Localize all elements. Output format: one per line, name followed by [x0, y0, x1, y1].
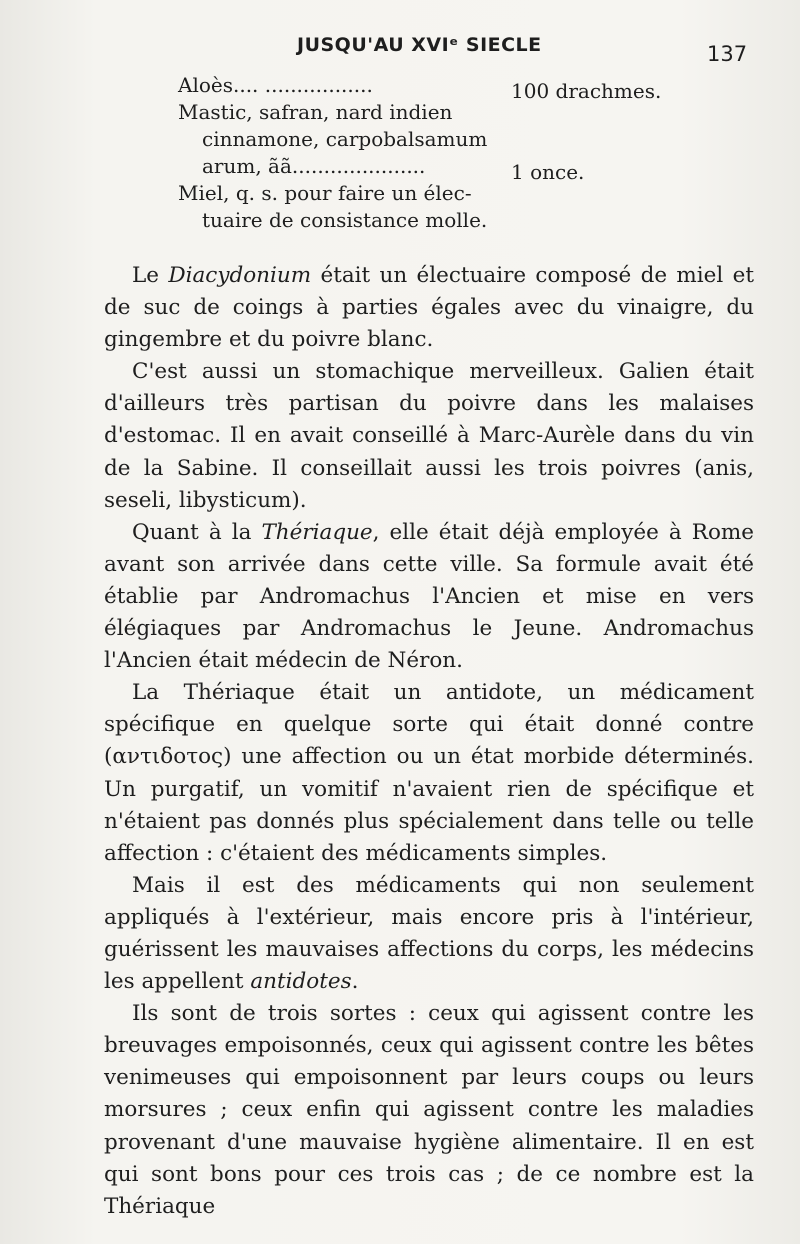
recipe-row — [178, 153, 678, 184]
italic-term: Diacydonium — [168, 263, 312, 288]
body-text — [104, 260, 754, 1223]
text-run: , elle était déjà employée à Rome avant son arrivée dans cette ville. Sa formule avait été établie par Andromachus l'Ancien et mise en vers élégiaques par Andromachus le Jeune. Andromachus l'Ancien était médecin de Néron. — [104, 519, 754, 674]
page-number: 137 — [707, 42, 748, 66]
text-run: . — [351, 969, 359, 995]
recipe-ingredient: Miel, q. s. pour faire un élec- — [178, 181, 472, 205]
text-run: Quant à la — [132, 519, 262, 545]
italic-term: Thériaque — [261, 519, 373, 545]
text-run: Le — [132, 263, 169, 288]
paragraph — [104, 870, 754, 998]
recipe-ingredient: Mastic, safran, nard indien — [178, 100, 453, 124]
text-run: Mais il est des médicaments qui non seulement appliqués à l'extérieur, mais encore pris à l'intérieur, guérissent les mauvaises affections du corps, les médecins les appellent — [104, 872, 754, 995]
running-head: JUSQU'AU XVIᵉ SIECLE — [297, 34, 542, 56]
recipe-row — [178, 180, 678, 207]
recipe-ingredient: Aloès.... ................. — [178, 73, 373, 97]
paragraph: C'est aussi un stomachique merveilleux. Galien était d'ailleurs très partisan du poivre dans les malaises d'estomac. Il en avait conseillé à Marc-Aurèle dans du vin de la Sabine. Il conseillait aussi les trois poivres (anis, seseli, libysticum). — [104, 359, 754, 513]
paragraph: La Thériaque était un antidote, un médicament spécifique en quelque sorte qui était donné contre (αντιδοτος) une affection ou un état morbide déterminés. Un purgatif, un vomitif n'avaient rien de spécifique et n'étaient pas donnés plus spécialement dans telle ou telle affection : c'étaient des médicaments simples. — [104, 680, 754, 866]
recipe-ingredient: arum, ãã..................... — [202, 154, 426, 178]
text-run: était un électuaire composé de miel et de suc de coings à parties égales avec du vinaigre, du gingembre et du poivre blanc. — [104, 263, 754, 353]
recipe-ingredient: tuaire de consistance molle. — [202, 208, 488, 232]
recipe-row — [178, 126, 678, 153]
italic-term: antidotes — [250, 969, 352, 995]
paragraph — [104, 517, 754, 677]
recipe-row — [178, 207, 678, 234]
paragraph: Ils sont de trois sortes : ceux qui agissent contre les breuvages empoisonnés, ceux qui agissent contre les bêtes venimeuses qui empoisonnent par leurs coups ou leurs morsures ; ceux enfin qui agissent contre les maladies provenant d'une mauvaise hygiène alimentaire. Il en est qui sont bons pour ces trois cas ; de ce nombre est la Thériaque — [104, 1001, 754, 1219]
recipe-ingredient: cinnamone, carpobalsamum — [202, 127, 488, 151]
recipe-quantity: 1 once. — [511, 160, 585, 184]
recipe-list — [178, 72, 678, 234]
recipe-row — [178, 99, 678, 126]
recipe-quantity: 100 drachmes. — [511, 79, 662, 103]
recipe-row — [178, 72, 678, 103]
paragraph — [104, 260, 754, 356]
